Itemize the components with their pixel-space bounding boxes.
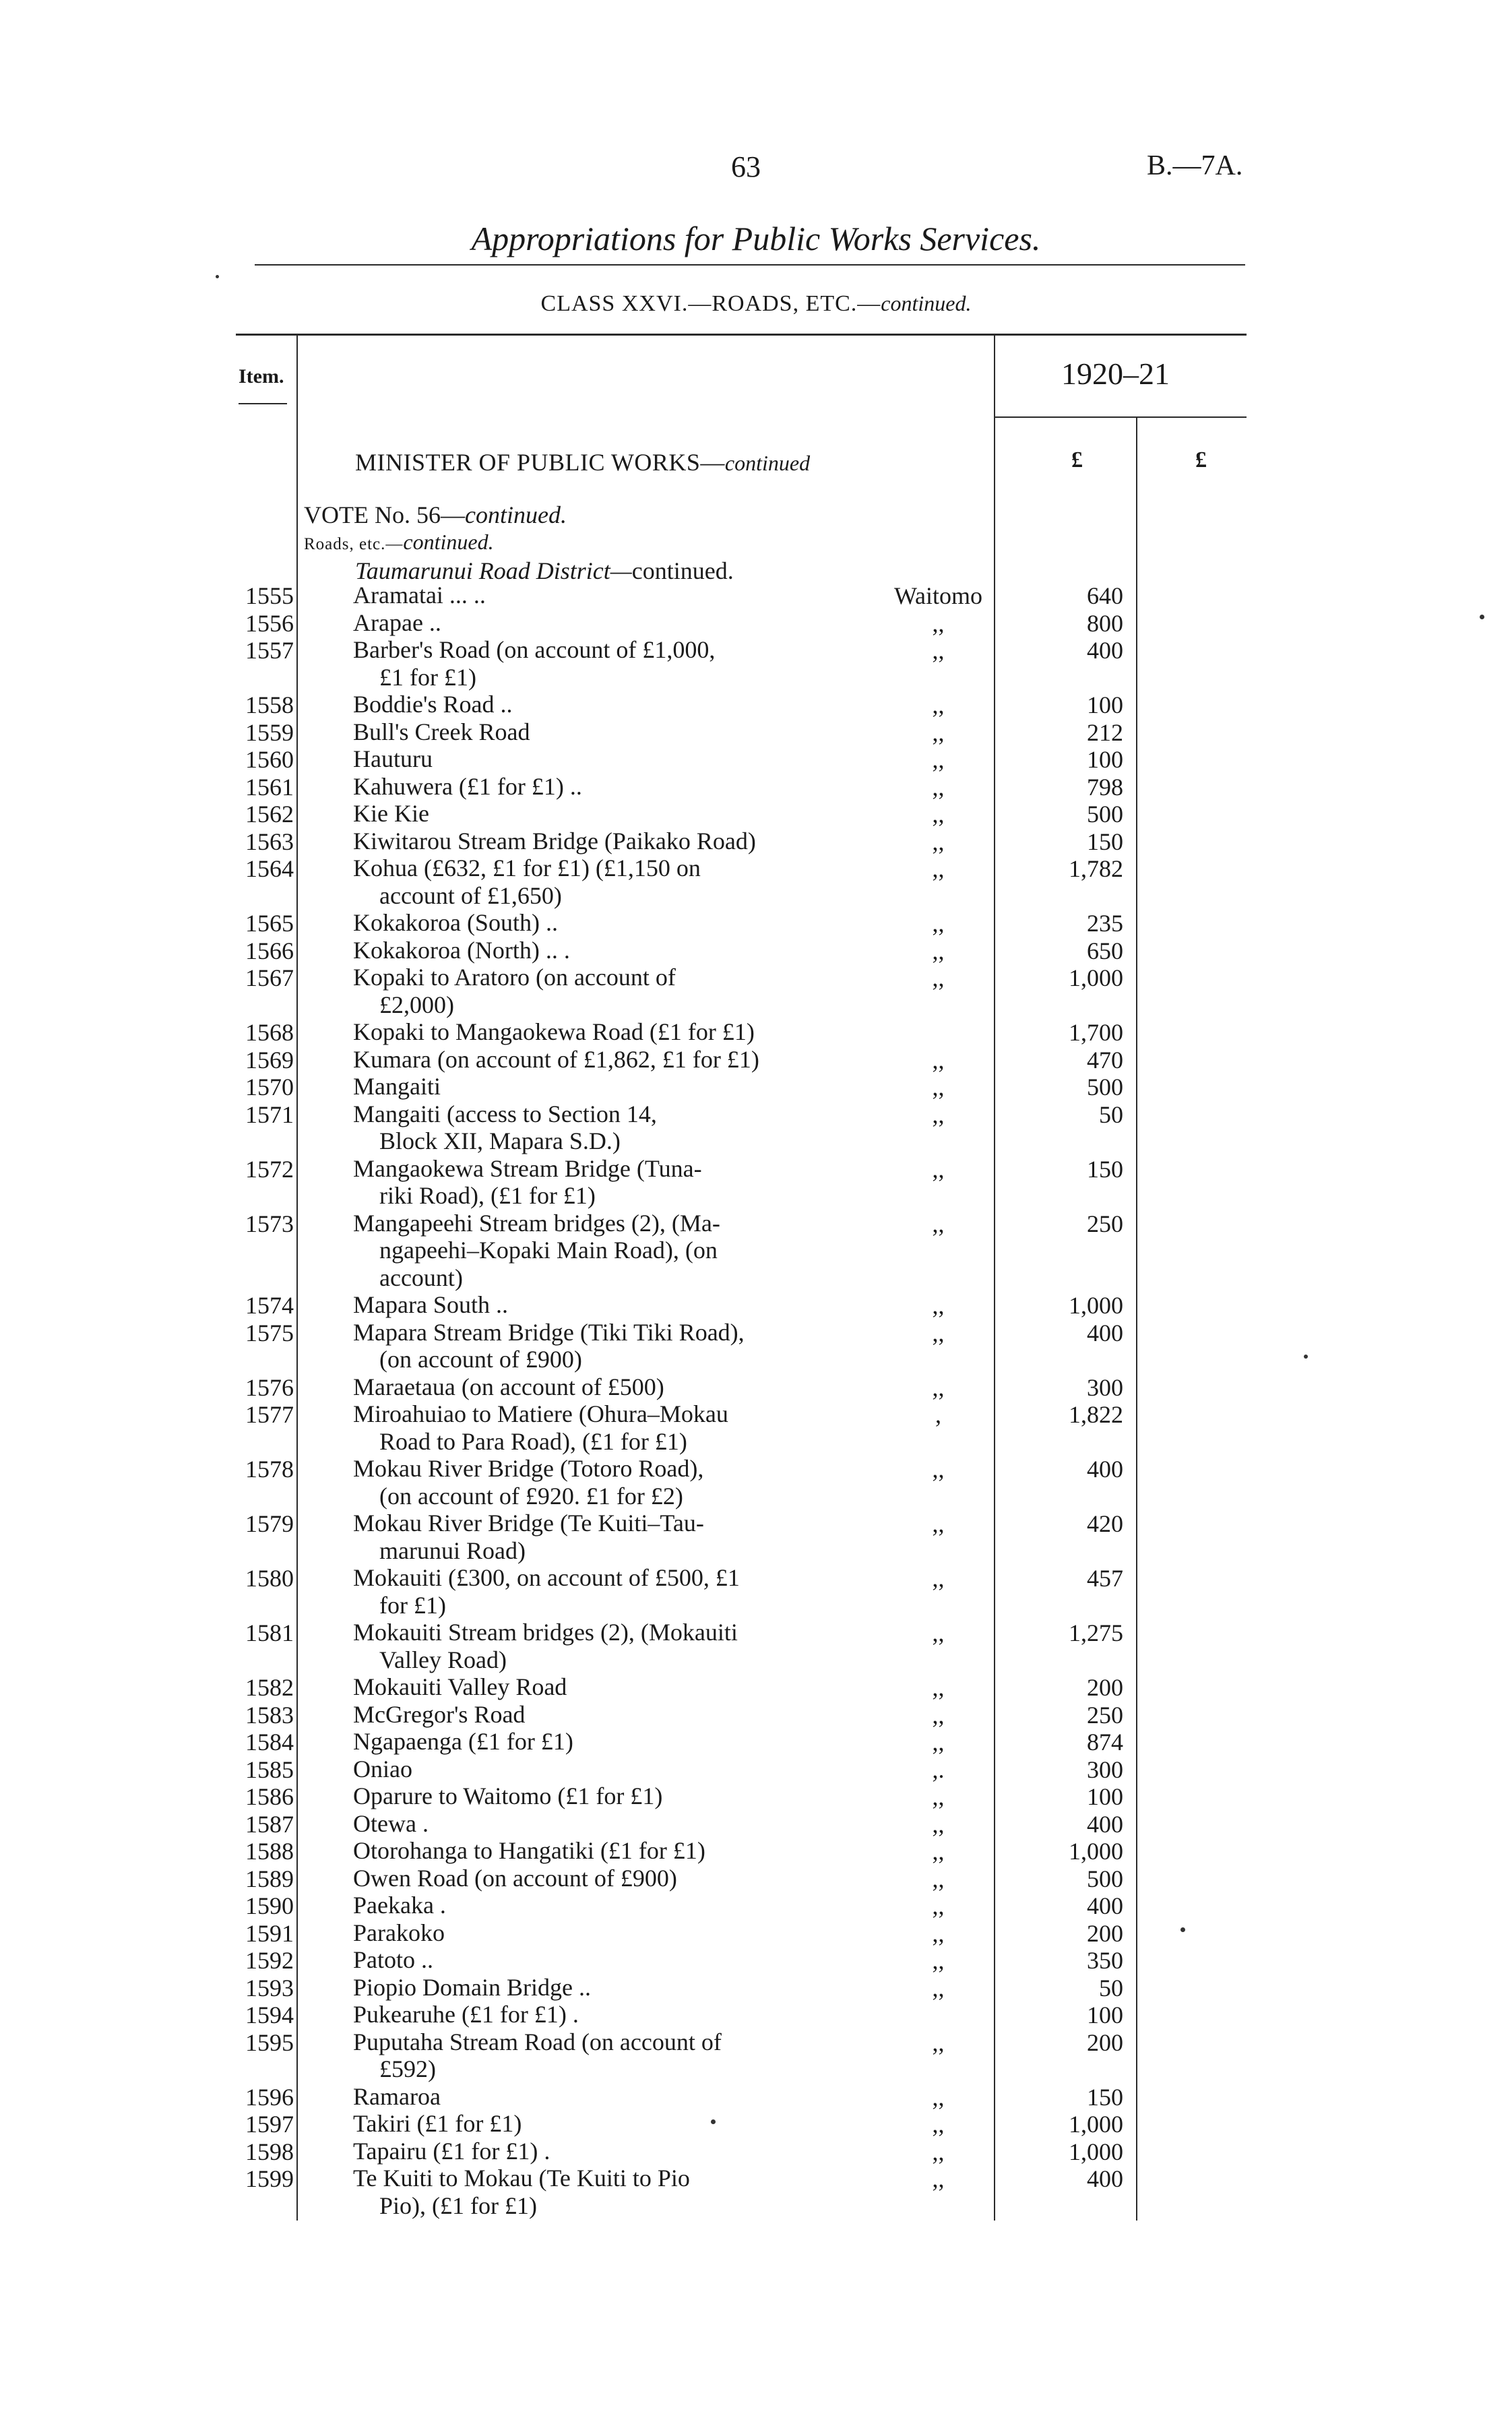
roads-subheading	[304, 530, 494, 555]
item-number: 1569	[245, 1046, 294, 1074]
item-description	[353, 1701, 860, 1729]
district-ditto: ,,	[932, 1100, 945, 1128]
description-line: Parakoko	[353, 1919, 445, 1946]
district-ditto: ,,	[932, 1729, 945, 1756]
item-description	[353, 855, 860, 909]
item-description	[353, 636, 860, 691]
district-ditto: ,,	[932, 746, 945, 773]
amount-value: 400	[1087, 1810, 1123, 1838]
district-ditto: ,,	[932, 1046, 945, 1074]
district-ditto: ,,	[932, 1319, 945, 1346]
item-number: 1597	[245, 2111, 294, 2138]
item-number: 1575	[245, 1319, 294, 1346]
item-description	[353, 582, 860, 609]
district-ditto: ,,	[932, 1919, 945, 1947]
amount-value: 874	[1087, 1729, 1123, 1756]
district-ditto: ,,	[932, 1783, 945, 1810]
description-line: Maraetaua (on account of £500)	[353, 1373, 664, 1400]
item-number: 1590	[245, 1892, 294, 1919]
description-line: Kohua (£632, £1 for £1) (£1,150 on	[353, 855, 701, 881]
item-description	[353, 691, 860, 718]
item-number: 1582	[245, 1674, 294, 1701]
description-line: (on account of £900)	[379, 1346, 582, 1373]
description-line: (on account of £920. £1 for £2)	[379, 1482, 683, 1510]
item-number: 1573	[245, 1210, 294, 1237]
district-ditto: ,,	[932, 1074, 945, 1100]
description-line: Oniao	[353, 1755, 412, 1782]
pound-header-first: £	[1071, 447, 1083, 472]
description-line: Patoto ..	[353, 1946, 434, 1973]
amount-value: 200	[1087, 1919, 1123, 1947]
item-number: 1568	[245, 1019, 294, 1046]
district-ditto: ,,	[932, 1674, 945, 1701]
minister-heading-continued: continued	[724, 451, 811, 475]
amount-value: 400	[1087, 637, 1123, 664]
item-description	[353, 1673, 860, 1701]
description-line: Block XII, Mapara S.D.)	[379, 1127, 621, 1154]
district-ditto: Waitomo	[893, 582, 983, 609]
description-line: Mokau River Bridge (Te Kuiti–Tau-	[353, 1510, 704, 1537]
item-number: 1578	[245, 1456, 294, 1483]
description-line: Aramatai ... ..	[353, 582, 486, 609]
amount-value: 400	[1087, 1456, 1123, 1483]
item-number: 1596	[245, 2083, 294, 2111]
item-description	[353, 1892, 860, 1919]
item-header-underline	[239, 403, 287, 404]
amount-value: 250	[1087, 1210, 1123, 1237]
amount-value: 500	[1087, 1865, 1123, 1892]
district-ditto: ,,	[932, 1701, 945, 1729]
item-number: 1567	[245, 964, 294, 991]
district-ditto: ,,	[932, 637, 945, 664]
description-line: Owen Road (on account of £900)	[353, 1864, 677, 1892]
amount-value: 1,000	[1069, 2111, 1123, 2138]
amount-value: 300	[1087, 1373, 1123, 1401]
item-description	[353, 909, 860, 937]
district-ditto: ,,	[932, 1838, 945, 1865]
item-description	[353, 1919, 860, 1947]
item-description	[353, 964, 860, 1018]
description-line: Otewa .	[353, 1809, 429, 1837]
description-line: Barber's Road (on account of £1,000,	[353, 636, 716, 663]
item-description	[353, 1100, 860, 1155]
description-line: Mangapeehi Stream bridges (2), (Ma-	[353, 1209, 720, 1237]
minister-heading-main: MINISTER OF PUBLIC WORKS—	[355, 449, 725, 476]
item-number: 1593	[245, 1974, 294, 2002]
item-number: 1555	[245, 582, 294, 609]
item-description	[353, 1837, 860, 1865]
description-line: Puputaha Stream Road (on account of	[353, 2028, 722, 2055]
amount-value: 100	[1087, 2002, 1123, 2028]
description-line: Hauturu	[353, 745, 433, 772]
description-line: £1 for £1)	[379, 663, 476, 691]
item-column-rule	[296, 336, 298, 2221]
item-description	[353, 2138, 860, 2165]
scan-speck	[216, 275, 219, 278]
item-number: 1587	[245, 1810, 294, 1838]
description-line: Bull's Creek Road	[353, 718, 530, 745]
roads-subheading-continued: continued.	[403, 530, 494, 554]
district-ditto: ,,	[932, 2165, 945, 2192]
scan-speck	[1480, 615, 1484, 619]
description-line: Oparure to Waitomo (£1 for £1)	[353, 1782, 663, 1809]
amount-value: 100	[1087, 746, 1123, 773]
district-ditto: ,,	[932, 1456, 945, 1483]
description-line: Pio), (£1 for £1)	[379, 2192, 537, 2219]
item-description	[353, 1946, 860, 1974]
description-line: Mokau River Bridge (Totoro Road),	[353, 1455, 704, 1482]
item-description	[353, 1564, 860, 1619]
district-ditto: ,,	[932, 1292, 945, 1319]
amount-value: 650	[1087, 937, 1123, 964]
description-line: Otorohanga to Hangatiki (£1 for £1)	[353, 1837, 705, 1864]
district-heading	[355, 557, 734, 585]
item-description	[353, 745, 860, 773]
description-line: Kahuwera (£1 for £1) ..	[353, 772, 582, 800]
item-description	[353, 718, 860, 746]
item-column-header: Item.	[239, 365, 284, 387]
item-number: 1599	[245, 2165, 294, 2192]
description-line: Kokakoroa (North) .. .	[353, 936, 570, 964]
district-ditto: ,,	[932, 1892, 945, 1919]
amount-value: 420	[1087, 1510, 1123, 1537]
amount-value: 350	[1087, 1947, 1123, 1974]
amount-value: 1,000	[1069, 964, 1123, 991]
minister-heading	[355, 448, 810, 476]
item-description	[353, 1974, 860, 2002]
item-number: 1556	[245, 609, 294, 637]
item-number: 1584	[245, 1729, 294, 1756]
item-number: 1572	[245, 1155, 294, 1183]
item-description	[353, 1810, 860, 1838]
district-ditto: ,,	[932, 1565, 945, 1592]
item-description	[353, 1756, 860, 1783]
amount-value: 212	[1087, 718, 1123, 746]
district-ditto: ,,	[932, 855, 945, 882]
district-ditto: ,,	[932, 1510, 945, 1537]
description-line: Miroahuiao to Matiere (Ohura–Mokau	[353, 1400, 728, 1427]
item-number: 1586	[245, 1783, 294, 1810]
item-description	[353, 2001, 860, 2028]
item-number: 1559	[245, 718, 294, 746]
item-description	[353, 1782, 860, 1810]
item-number: 1561	[245, 773, 294, 801]
item-description	[353, 2165, 860, 2219]
class-heading	[0, 291, 1512, 317]
description-line: Takiri (£1 for £1)	[353, 2110, 522, 2137]
item-number: 1558	[245, 691, 294, 718]
item-number: 1577	[245, 1401, 294, 1428]
district-ditto: ,,	[932, 2138, 945, 2165]
document-reference: B.—7A.	[1147, 150, 1243, 181]
item-description	[353, 2028, 860, 2083]
district-ditto: ,,	[932, 2083, 945, 2111]
class-heading-main: CLASS XXVI.—ROADS, ETC.—	[540, 291, 881, 316]
description-line: Pukearuhe (£1 for £1) .	[353, 2001, 579, 2028]
item-number: 1565	[245, 910, 294, 937]
description-line: marunui Road)	[379, 1537, 526, 1564]
scan-speck	[1304, 1355, 1308, 1359]
district-ditto: ,,	[932, 2028, 945, 2056]
item-description	[353, 1619, 860, 1673]
item-number: 1570	[245, 1074, 294, 1100]
amount-value: 798	[1087, 773, 1123, 801]
description-line: account of £1,650)	[379, 881, 562, 909]
district-ditto: ,,	[932, 1373, 945, 1401]
amount-value: 400	[1087, 2165, 1123, 2192]
item-description	[353, 1319, 860, 1373]
district-ditto: ,	[935, 1401, 941, 1428]
district-ditto: ,,	[932, 1974, 945, 2002]
description-line: Mokauiti Valley Road	[353, 1673, 567, 1700]
vote-heading-continued: continued.	[464, 501, 567, 528]
description-line: Valley Road)	[379, 1646, 507, 1673]
amount-value: 235	[1087, 910, 1123, 937]
item-description	[353, 1510, 860, 1564]
amount-value: 1,000	[1069, 1838, 1123, 1865]
amount-value: 1,822	[1069, 1401, 1123, 1428]
description-line: Mokauiti Stream bridges (2), (Mokauiti	[353, 1619, 738, 1646]
scan-speck	[711, 2119, 716, 2124]
amount-value: 500	[1087, 1074, 1123, 1100]
vote-heading-main: VOTE No. 56—	[304, 501, 465, 528]
description-line: Ngapaenga (£1 for £1)	[353, 1728, 573, 1755]
item-description	[353, 1155, 860, 1210]
item-number: 1592	[245, 1947, 294, 1974]
district-ditto: ,,	[932, 2111, 945, 2138]
description-line: Piopio Domain Bridge ..	[353, 1973, 591, 2001]
description-line: Mangaiti	[353, 1073, 441, 1100]
amount-value: 400	[1087, 1892, 1123, 1919]
item-number: 1598	[245, 2138, 294, 2165]
district-ditto: ,,	[932, 773, 945, 801]
item-number: 1591	[245, 1919, 294, 1947]
description-line: £2,000)	[379, 991, 454, 1018]
title-rule	[255, 264, 1245, 266]
amount-value: 1,782	[1069, 855, 1123, 882]
district-ditto: ,,	[932, 828, 945, 855]
amount-value: 1,275	[1069, 1619, 1123, 1646]
item-number: 1595	[245, 2028, 294, 2056]
description-line: Tapairu (£1 for £1) .	[353, 2137, 550, 2165]
item-number: 1576	[245, 1373, 294, 1401]
district-ditto: ,,	[932, 1210, 945, 1237]
description-line: Kopaki to Mangaokewa Road (£1 for £1)	[353, 1018, 755, 1045]
item-number: 1557	[245, 637, 294, 664]
description-line: Kokakoroa (South) ..	[353, 909, 558, 936]
item-number: 1564	[245, 855, 294, 882]
district-ditto: ,,	[932, 937, 945, 964]
description-line: Kie Kie	[353, 800, 429, 827]
item-description	[353, 2083, 860, 2111]
item-number: 1574	[245, 1292, 294, 1319]
item-description	[353, 1455, 860, 1510]
item-number: 1594	[245, 2002, 294, 2028]
district-heading-continued: continued.	[631, 557, 734, 584]
pound-header-second: £	[1195, 447, 1207, 472]
amount-value: 1,700	[1069, 1019, 1123, 1046]
district-ditto: ,,	[932, 609, 945, 637]
description-line: Ramaroa	[353, 2082, 441, 2110]
amount-value: 457	[1087, 1565, 1123, 1592]
district-ditto: ,,	[932, 964, 945, 991]
district-heading-name: Taumarunui Road District—	[355, 557, 632, 584]
amount-value: 1,000	[1069, 1292, 1123, 1319]
amount-value: 150	[1087, 1155, 1123, 1183]
description-line: account)	[379, 1264, 463, 1291]
description-line: for £1)	[379, 1591, 446, 1619]
description-line: £592)	[379, 2055, 436, 2082]
item-number: 1585	[245, 1756, 294, 1783]
amount-value: 200	[1087, 1674, 1123, 1701]
description-line: Mangaiti (access to Section 14,	[353, 1100, 657, 1127]
item-description	[353, 937, 860, 964]
amount-value: 500	[1087, 801, 1123, 828]
amount-value: 640	[1087, 582, 1123, 609]
amount-value: 800	[1087, 609, 1123, 637]
description-line: McGregor's Road	[353, 1700, 526, 1728]
class-heading-continued: continued.	[881, 291, 972, 315]
scan-speck	[1180, 1927, 1185, 1932]
amount-value: 300	[1087, 1756, 1123, 1783]
item-description	[353, 1865, 860, 1892]
item-description	[353, 1018, 860, 1046]
roads-subheading-main: Roads, etc.—	[304, 535, 404, 553]
amount-value: 50	[1099, 1100, 1123, 1128]
item-number: 1588	[245, 1838, 294, 1865]
item-description	[353, 1210, 860, 1292]
amount-value: 1,000	[1069, 2138, 1123, 2165]
vote-heading	[304, 501, 567, 529]
page-title: Appropriations for Public Works Services.	[471, 220, 1041, 257]
item-number: 1562	[245, 801, 294, 828]
item-description	[353, 828, 860, 855]
district-ditto: ,,	[932, 801, 945, 828]
item-number: 1589	[245, 1865, 294, 1892]
amount-value: 150	[1087, 2083, 1123, 2111]
item-description	[353, 609, 860, 637]
item-description	[353, 800, 860, 828]
description-line: Road to Para Road), (£1 for £1)	[379, 1427, 687, 1455]
item-number: 1580	[245, 1565, 294, 1592]
item-description	[353, 1291, 860, 1319]
district-ditto: ,.	[932, 1756, 945, 1783]
item-number: 1560	[245, 746, 294, 773]
description-line: Paekaka .	[353, 1892, 446, 1919]
district-ditto: ,,	[932, 691, 945, 718]
district-ditto: ,,	[932, 1619, 945, 1646]
item-description	[353, 1373, 860, 1401]
item-description	[353, 1728, 860, 1756]
item-description	[353, 1400, 860, 1455]
district-ditto: ,,	[932, 1810, 945, 1838]
table-top-rule	[236, 334, 1247, 336]
amount-value: 150	[1087, 828, 1123, 855]
description-line: riki Road), (£1 for £1)	[379, 1182, 596, 1209]
item-description	[353, 2110, 860, 2138]
amount-value: 200	[1087, 2028, 1123, 2056]
amount-value: 100	[1087, 691, 1123, 718]
description-line: Kumara (on account of £1,862, £1 for £1)	[353, 1045, 759, 1073]
year-column-header: 1920–21	[1061, 356, 1170, 391]
description-line: Te Kuiti to Mokau (Te Kuiti to Pio	[353, 2165, 690, 2192]
district-ditto: ,,	[932, 1947, 945, 1974]
amount-value: 100	[1087, 1783, 1123, 1810]
district-ditto: ,,	[932, 1155, 945, 1183]
description-line: Boddie's Road ..	[353, 691, 513, 718]
amount-value: 400	[1087, 1319, 1123, 1346]
amount-value: 50	[1099, 1974, 1123, 2002]
pound-column-rule	[1136, 418, 1137, 2221]
description-line: Mapara South ..	[353, 1291, 508, 1318]
item-number: 1563	[245, 828, 294, 855]
item-number: 1571	[245, 1100, 294, 1128]
description-line: Mapara Stream Bridge (Tiki Tiki Road),	[353, 1318, 745, 1346]
description-line: Mangaokewa Stream Bridge (Tuna-	[353, 1154, 702, 1182]
item-description	[353, 773, 860, 801]
description-line: Kiwitarou Stream Bridge (Paikako Road)	[353, 827, 756, 855]
district-ditto: ,,	[932, 910, 945, 937]
amount-column-rule	[994, 336, 995, 2221]
page-number: 63	[731, 150, 761, 183]
item-number: 1583	[245, 1701, 294, 1729]
district-ditto: ,,	[932, 718, 945, 746]
year-header-underline	[994, 416, 1247, 418]
item-number: 1566	[245, 937, 294, 964]
description-line: ngapeehi–Kopaki Main Road), (on	[379, 1237, 718, 1264]
item-description	[353, 1046, 860, 1074]
district-ditto: ,,	[932, 1865, 945, 1892]
item-number: 1581	[245, 1619, 294, 1646]
description-line: Arapae ..	[353, 609, 441, 636]
item-description	[353, 1073, 860, 1100]
description-line: Mokauiti (£300, on account of £500, £1	[353, 1564, 740, 1591]
amount-value: 250	[1087, 1701, 1123, 1729]
amount-value: 470	[1087, 1046, 1123, 1074]
item-number: 1579	[245, 1510, 294, 1537]
description-line: Kopaki to Aratoro (on account of	[353, 964, 676, 991]
